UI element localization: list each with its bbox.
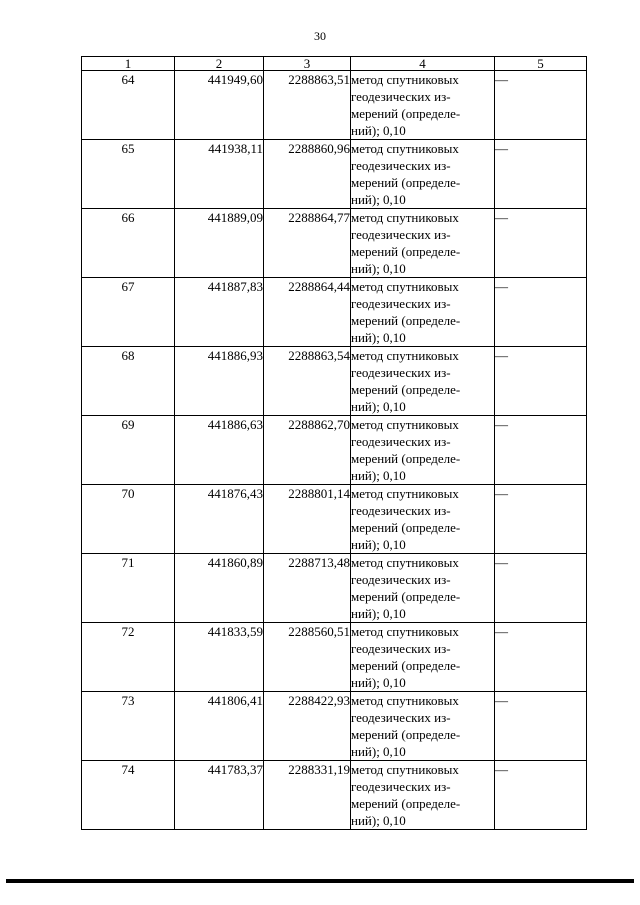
- method-line: мерений (определе-: [351, 313, 461, 328]
- method-cell: [351, 761, 495, 830]
- method-line: мерений (определе-: [351, 589, 461, 604]
- method-line: мерений (определе-: [351, 106, 461, 121]
- method-line: ний); 0,10: [351, 399, 406, 414]
- table-row: [82, 554, 587, 623]
- method-line: ний); 0,10: [351, 468, 406, 483]
- method-line: метод спутниковых: [351, 486, 459, 501]
- method-cell: [351, 209, 495, 278]
- y-coordinate-cell: 2288864,44: [264, 278, 351, 347]
- method-line: метод спутниковых: [351, 624, 459, 639]
- table-row: [82, 209, 587, 278]
- x-coordinate-cell: 441806,41: [175, 692, 264, 761]
- method-line: метод спутниковых: [351, 417, 459, 432]
- method-cell: [351, 278, 495, 347]
- method-line: метод спутниковых: [351, 693, 459, 708]
- method-line: ний); 0,10: [351, 330, 406, 345]
- header-row: [82, 57, 587, 71]
- note-cell: —: [495, 485, 587, 554]
- table-row: [82, 623, 587, 692]
- note-cell: —: [495, 278, 587, 347]
- method-line: ний); 0,10: [351, 813, 406, 828]
- table-row: [82, 416, 587, 485]
- method-line: геодезических из-: [351, 503, 451, 518]
- y-coordinate-cell: 2288863,54: [264, 347, 351, 416]
- method-cell: [351, 416, 495, 485]
- method-line: мерений (определе-: [351, 520, 461, 535]
- table-body: [82, 71, 587, 830]
- method-line: метод спутниковых: [351, 72, 459, 87]
- header-cell-2: 2: [175, 57, 264, 71]
- y-coordinate-cell: 2288331,19: [264, 761, 351, 830]
- point-number-cell: 66: [82, 209, 175, 278]
- y-coordinate-cell: 2288860,96: [264, 140, 351, 209]
- bottom-rule: [6, 879, 634, 883]
- note-cell: —: [495, 347, 587, 416]
- x-coordinate-cell: 441886,93: [175, 347, 264, 416]
- table-row: [82, 347, 587, 416]
- method-cell: [351, 71, 495, 140]
- y-coordinate-cell: 2288560,51: [264, 623, 351, 692]
- point-number-cell: 67: [82, 278, 175, 347]
- x-coordinate-cell: 441860,89: [175, 554, 264, 623]
- method-cell: [351, 140, 495, 209]
- method-line: геодезических из-: [351, 89, 451, 104]
- point-number-cell: 70: [82, 485, 175, 554]
- coordinates-table: [81, 56, 587, 830]
- method-line: ний); 0,10: [351, 123, 406, 138]
- method-line: метод спутниковых: [351, 141, 459, 156]
- method-line: геодезических из-: [351, 158, 451, 173]
- table-row: [82, 761, 587, 830]
- method-line: метод спутниковых: [351, 555, 459, 570]
- method-line: мерений (определе-: [351, 658, 461, 673]
- method-line: геодезических из-: [351, 779, 451, 794]
- note-cell: —: [495, 623, 587, 692]
- y-coordinate-cell: 2288713,48: [264, 554, 351, 623]
- method-line: ний); 0,10: [351, 675, 406, 690]
- x-coordinate-cell: 441783,37: [175, 761, 264, 830]
- table-row: [82, 692, 587, 761]
- y-coordinate-cell: 2288422,93: [264, 692, 351, 761]
- method-line: мерений (определе-: [351, 175, 461, 190]
- note-cell: —: [495, 209, 587, 278]
- x-coordinate-cell: 441949,60: [175, 71, 264, 140]
- method-line: геодезических из-: [351, 365, 451, 380]
- method-line: метод спутниковых: [351, 762, 459, 777]
- method-line: мерений (определе-: [351, 451, 461, 466]
- method-line: мерений (определе-: [351, 244, 461, 259]
- method-line: геодезических из-: [351, 296, 451, 311]
- method-line: мерений (определе-: [351, 382, 461, 397]
- point-number-cell: 64: [82, 71, 175, 140]
- note-cell: —: [495, 692, 587, 761]
- header-cell-4: 4: [351, 57, 495, 71]
- table-row: [82, 278, 587, 347]
- method-line: метод спутниковых: [351, 279, 459, 294]
- note-cell: —: [495, 761, 587, 830]
- point-number-cell: 65: [82, 140, 175, 209]
- method-line: ний); 0,10: [351, 606, 406, 621]
- table-row: [82, 485, 587, 554]
- note-cell: —: [495, 71, 587, 140]
- method-line: метод спутниковых: [351, 210, 459, 225]
- x-coordinate-cell: 441887,83: [175, 278, 264, 347]
- method-cell: [351, 485, 495, 554]
- point-number-cell: 69: [82, 416, 175, 485]
- method-line: геодезических из-: [351, 572, 451, 587]
- point-number-cell: 74: [82, 761, 175, 830]
- note-cell: —: [495, 140, 587, 209]
- x-coordinate-cell: 441833,59: [175, 623, 264, 692]
- y-coordinate-cell: 2288801,14: [264, 485, 351, 554]
- method-line: метод спутниковых: [351, 348, 459, 363]
- header-cell-1: 1: [82, 57, 175, 71]
- table-header: [82, 57, 587, 71]
- y-coordinate-cell: 2288862,70: [264, 416, 351, 485]
- point-number-cell: 68: [82, 347, 175, 416]
- header-cell-5: 5: [495, 57, 587, 71]
- method-cell: [351, 554, 495, 623]
- method-cell: [351, 623, 495, 692]
- point-number-cell: 72: [82, 623, 175, 692]
- note-cell: —: [495, 554, 587, 623]
- x-coordinate-cell: 441889,09: [175, 209, 264, 278]
- method-line: мерений (определе-: [351, 796, 461, 811]
- table-row: [82, 71, 587, 140]
- point-number-cell: 71: [82, 554, 175, 623]
- method-line: ний); 0,10: [351, 261, 406, 276]
- method-line: геодезических из-: [351, 227, 451, 242]
- x-coordinate-cell: 441938,11: [175, 140, 264, 209]
- method-line: геодезических из-: [351, 641, 451, 656]
- table-row: [82, 140, 587, 209]
- method-cell: [351, 692, 495, 761]
- header-cell-3: 3: [264, 57, 351, 71]
- note-cell: —: [495, 416, 587, 485]
- method-line: геодезических из-: [351, 710, 451, 725]
- x-coordinate-cell: 441886,63: [175, 416, 264, 485]
- page-number: 30: [314, 29, 326, 43]
- method-line: ний); 0,10: [351, 537, 406, 552]
- method-line: ний); 0,10: [351, 744, 406, 759]
- point-number-cell: 73: [82, 692, 175, 761]
- y-coordinate-cell: 2288864,77: [264, 209, 351, 278]
- x-coordinate-cell: 441876,43: [175, 485, 264, 554]
- method-line: мерений (определе-: [351, 727, 461, 742]
- y-coordinate-cell: 2288863,51: [264, 71, 351, 140]
- method-line: ний); 0,10: [351, 192, 406, 207]
- method-cell: [351, 347, 495, 416]
- method-line: геодезических из-: [351, 434, 451, 449]
